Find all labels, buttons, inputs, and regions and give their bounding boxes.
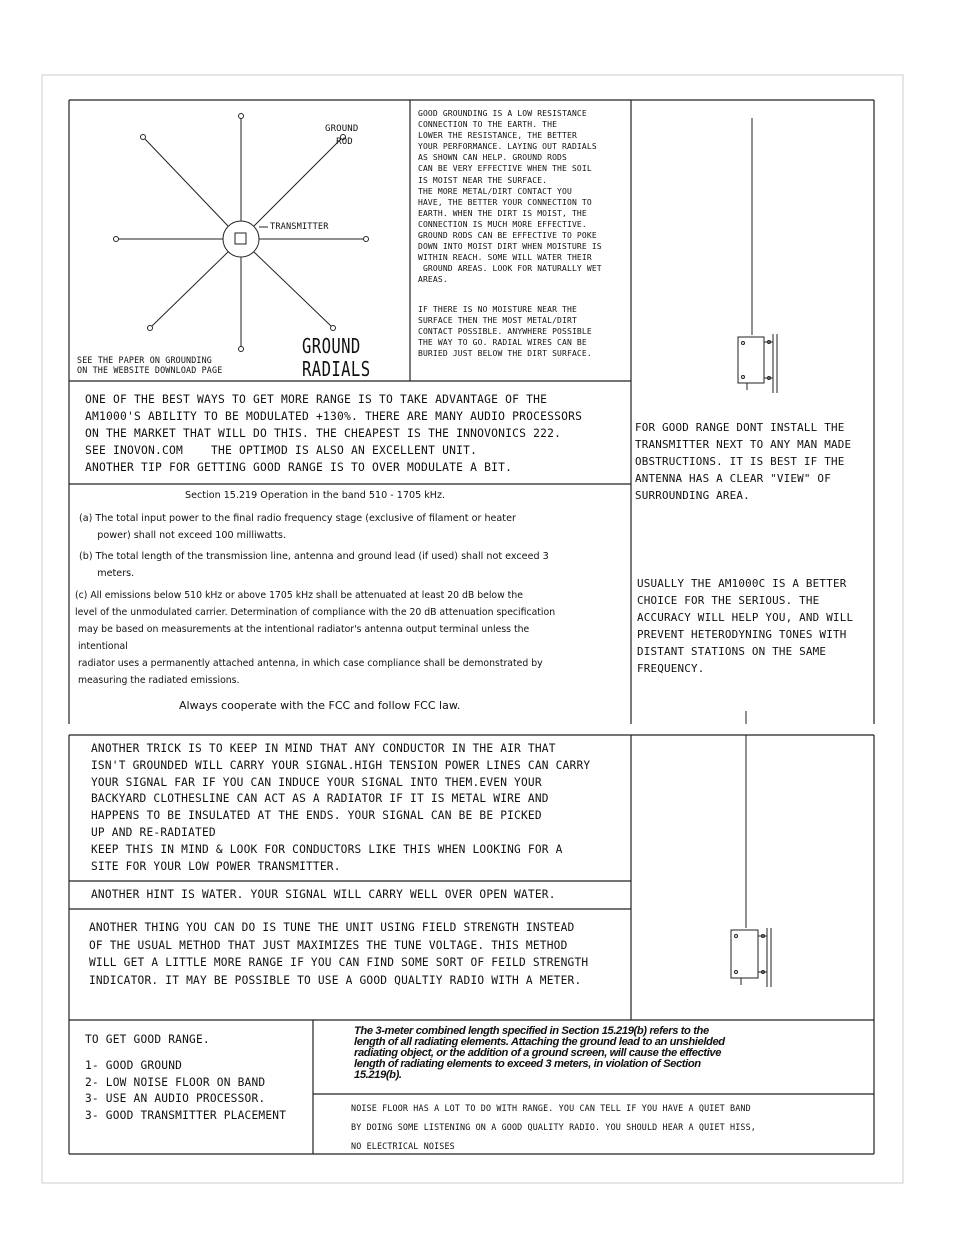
- antenna-drawing-upper: [738, 118, 777, 393]
- antenna-drawing-lower: [731, 711, 771, 987]
- transmitter-label: TRANSMITTER: [270, 222, 329, 232]
- modulation-tip-text: ONE OF THE BEST WAYS TO GET MORE RANGE IS TO TAKE ADVANTAGE OF THE AM1000'S ABILITY TO BE MODULATED +130%. THERE ARE MANY AUDIO PROCESSORS ON THE MARKET THAT WILL DO THIS. THE CHEAPEST IS THE INNOVONICS 222. SEE INOVON.COM THE OPTIMOD IS ALSO AN EXCELLENT UNIT. ANOTHER TIP FOR GETTING GOOD RANGE IS TO OVER MODULATE A BIT.: [85, 393, 583, 474]
- am1000c-text: USUALLY THE AM1000C IS A BETTER CHOICE FOR THE SERIOUS. THE ACCURACY WILL HELP YOU, AND WILL PREVENT HETERODYNING TONES WITH DISTANT STATIONS ON THE SAME FREQUENCY.: [637, 577, 854, 675]
- see-paper-note: SEE THE PAPER ON GROUNDING ON THE WEBSITE DOWNLOAD PAGE: [77, 355, 223, 375]
- field-strength-tip-text: ANOTHER THING YOU CAN DO IS TUNE THE UNIT USING FIELD STRENGTH INSTEAD OF THE USUAL METHOD THAT JUST MAXIMIZES THE TUNE VOLTAGE. THIS METHOD WILL GET A LITTLE MORE RANGE IF YOU CAN FIND SOME SORT OF FEILD STRENGTH INDICATOR. IT MAY BE POSSIBLE TO USE A GOOD QUALTIY RADIO WITH A METER.: [89, 921, 589, 987]
- ground-radials-title-line2: RADIALS: [302, 357, 371, 381]
- ground-radials-diagram: [114, 114, 369, 352]
- noise-floor-text: NOISE FLOOR HAS A LOT TO DO WITH RANGE. YOU CAN TELL IF YOU HAVE A QUIET BAND BY DOING SOME LISTENING ON A GOOD QUALITY RADIO. YOU SHOULD HEAR A QUIET HISS, NO ELECTRICAL NOISES: [351, 1103, 756, 1151]
- fcc-cooperate-note: Always cooperate with the FCC and follow FCC law.: [179, 699, 461, 712]
- ground-radials-title-line1: GROUND: [302, 334, 361, 358]
- summary-list: 1- GOOD GROUND 2- LOW NOISE FLOOR ON BAND 3- USE AN AUDIO PROCESSOR. 3- GOOD TRANSMITTER PLACEMENT: [85, 1059, 287, 1122]
- summary-title: TO GET GOOD RANGE.: [85, 1033, 210, 1046]
- conductor-tip-text: ANOTHER TRICK IS TO KEEP IN MIND THAT ANY CONDUCTOR IN THE AIR THAT ISN'T GROUNDED WILL CARRY YOUR SIGNAL.HIGH TENSION POWER LINES CAN CARRY YOUR SIGNAL FAR IF YOU CAN INDUCE YOUR SIGNAL INTO THEM.EVEN YOUR BACKYARD CLOTHESLINE CAN ACT AS A RADIATOR IF IT IS METAL WIRE AND HAPPENS TO BE INSULATED AT THE ENDS. YOUR SIGNAL CAN BE BE PICKED UP AND RE-RADIATED KEEP THIS IN MIND & LOOK FOR CONDUCTORS LIKE THIS WHEN LOOKING FOR A SITE FOR YOUR LOW POWER TRANSMITTER.: [91, 742, 591, 873]
- three-meter-note: The 3-meter combined length specified in Section 15.219(b) refers to the length of all radiating elements. Attaching the ground lead to an unshielded radiating object, or the addition of a ground screen, will cause the effective length of radiating elements to exceed 3 meters, in violation of Section 15.219(b).: [354, 1025, 725, 1081]
- grounding-text: GOOD GROUNDING IS A LOW RESISTANCE CONNECTION TO THE EARTH. THE LOWER THE RESISTANCE, THE BETTER YOUR PERFORMANCE. LAYING OUT RADIALS AS SHOWN CAN HELP. GROUND RODS CAN BE VERY EFFECTIVE WHEN THE SOIL IS MOIST NEAR THE SURFACE. THE MORE METAL/DIRT CONTACT YOU HAVE, THE BETTER YOUR CONNECTION TO EARTH. WHEN THE DIRT IS MOIST, THE CONNECTION IS MUCH MORE EFFECTIVE. GROUND RODS CAN BE EFFECTIVE TO POKE DOWN INTO MOIST DIRT WHEN MOISTURE IS WITHIN REACH. SOME WILL WATER THEIR GROUND AREAS. LOOK FOR NATURALLY WET AREAS.: [418, 109, 602, 285]
- no-moisture-text: IF THERE IS NO MOISTURE NEAR THE SURFACE THEN THE MOST METAL/DIRT CONTACT POSSIBLE. ANYWHERE POSSIBLE THE WAY TO GO. RADIAL WIRES CAN BE BURIED JUST BELOW THE DIRT SURFACE.: [418, 305, 592, 359]
- fcc-clause-a: (a) The total input power to the final radio frequency stage (exclusive of filament or heater power) shall not exceed 100 milliwatts.: [79, 513, 516, 541]
- fcc-clause-b: (b) The total length of the transmission line, antenna and ground lead (if used) shall not exceed 3 meters.: [79, 551, 549, 579]
- fcc-clause-c: (c) All emissions below 510 kHz or above 1705 kHz shall be attenuated at least 20 dB below the level of the unmodulated carrier. Determination of compliance with the 20 dB attenuation specification may be based on measurements at the intentional radiator's antenna output terminal unless the intentional radiator uses a permanently attached antenna, in which case compliance shall be demonstrated by measuring the radiated emissions.: [75, 590, 556, 686]
- placement-tip-text: FOR GOOD RANGE DONT INSTALL THE TRANSMITTER NEXT TO ANY MAN MADE OBSTRUCTIONS. IT IS BEST IF THE ANTENNA HAS A CLEAR "VIEW" OF SURROUNDING AREA.: [635, 421, 852, 502]
- ground-rod-label: GROUND ROD: [325, 124, 359, 147]
- water-tip-text: ANOTHER HINT IS WATER. YOUR SIGNAL WILL CARRY WELL OVER OPEN WATER.: [91, 888, 556, 901]
- fcc-section-heading: Section 15.219 Operation in the band 510 - 1705 kHz.: [185, 490, 446, 501]
